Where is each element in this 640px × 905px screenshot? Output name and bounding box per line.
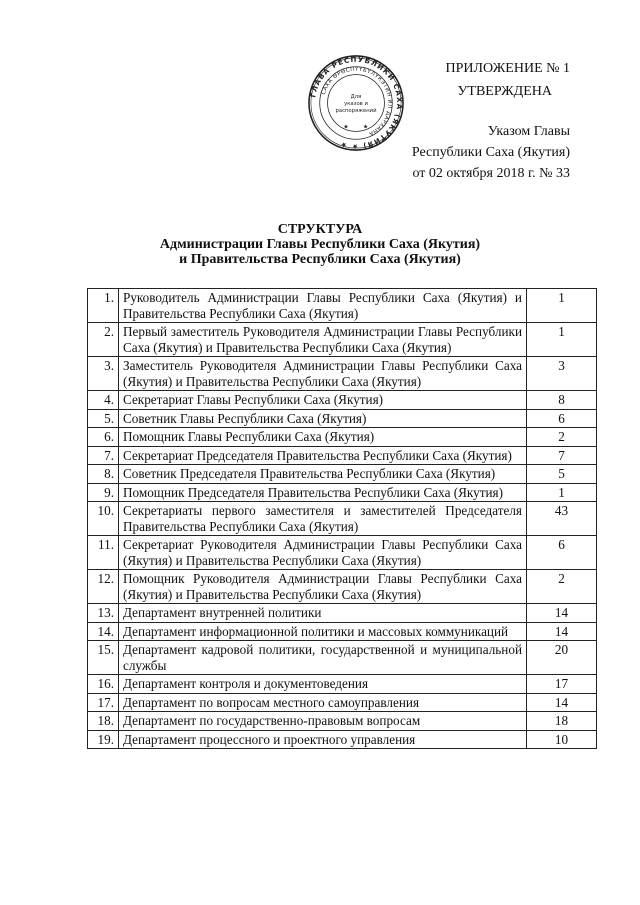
svg-text:указов и: указов и: [344, 100, 368, 107]
row-number: 1.: [88, 289, 119, 323]
row-unit-name: Помощник Председателя Правительства Республики Саха (Якутия): [119, 483, 527, 502]
row-unit-name: Секретариат Руководителя Администрации Главы Республики Саха (Якутия) и Правительства Республики Саха (Якутия): [119, 536, 527, 570]
row-number: 19.: [88, 730, 119, 749]
table-row: [88, 622, 597, 641]
table-row: [88, 391, 597, 410]
row-unit-name: Департамент по государственно-правовым вопросам: [119, 712, 527, 731]
table-row: [88, 289, 597, 323]
row-unit-name: Департамент информационной политики и массовых коммуникаций: [119, 622, 527, 641]
row-unit-name: Секретариат Главы Республики Саха (Якутия): [119, 391, 527, 410]
table-row: [88, 502, 597, 536]
row-staff-count: 14: [527, 693, 597, 712]
row-number: 7.: [88, 446, 119, 465]
row-number: 3.: [88, 357, 119, 391]
row-staff-count: 17: [527, 675, 597, 694]
title-heading: СТРУКТУРА: [277, 222, 363, 237]
annex-label: ПРИЛОЖЕНИЕ № 1: [445, 61, 570, 76]
row-number: 11.: [88, 536, 119, 570]
table-row: [88, 428, 597, 447]
document-title: [0, 222, 640, 267]
row-unit-name: Помощник Главы Республики Саха (Якутия): [119, 428, 527, 447]
row-number: 8.: [88, 465, 119, 484]
approval-date-line: от 02 октября 2018 г. № 33: [412, 166, 570, 181]
row-staff-count: 2: [527, 570, 597, 604]
row-unit-name: Первый заместитель Руководителя Администрации Главы Республики Саха (Якутия) и Правительства Республики Саха (Якутия): [119, 323, 527, 357]
row-staff-count: 6: [527, 409, 597, 428]
row-staff-count: 6: [527, 536, 597, 570]
approved-label: УТВЕРЖДЕНА: [457, 84, 552, 99]
row-number: 17.: [88, 693, 119, 712]
svg-text:★: ★: [362, 124, 369, 131]
row-staff-count: 43: [527, 502, 597, 536]
svg-text:Для: Для: [350, 94, 362, 101]
row-staff-count: 8: [527, 391, 597, 410]
table-row: [88, 712, 597, 731]
table-row: [88, 604, 597, 623]
row-staff-count: 14: [527, 604, 597, 623]
table-row: [88, 357, 597, 391]
row-unit-name: Руководитель Администрации Главы Республики Саха (Якутия) и Правительства Республики Саха (Якутия): [119, 289, 527, 323]
structure-table: [87, 288, 597, 749]
table-row: [88, 675, 597, 694]
svg-text:★: ★: [343, 124, 349, 131]
row-number: 18.: [88, 712, 119, 731]
row-unit-name: Департамент по вопросам местного самоуправления: [119, 693, 527, 712]
svg-text:распоряжений: распоряжений: [335, 107, 377, 114]
table-row: [88, 693, 597, 712]
row-unit-name: Департамент контроля и документоведения: [119, 675, 527, 694]
row-number: 5.: [88, 409, 119, 428]
row-staff-count: 1: [527, 323, 597, 357]
row-number: 6.: [88, 428, 119, 447]
row-number: 2.: [88, 323, 119, 357]
title-line-1: Администрации Главы Республики Саха (Якутия): [159, 237, 481, 252]
table-row: [88, 323, 597, 357]
row-number: 10.: [88, 502, 119, 536]
row-number: 16.: [88, 675, 119, 694]
row-staff-count: 7: [527, 446, 597, 465]
row-staff-count: 18: [527, 712, 597, 731]
row-unit-name: Секретариат Председателя Правительства Республики Саха (Якутия): [119, 446, 527, 465]
row-unit-name: Советник Главы Республики Саха (Якутия): [119, 409, 527, 428]
table-row: [88, 730, 597, 749]
approval-republic-line: Республики Саха (Якутия): [411, 145, 570, 160]
row-staff-count: 5: [527, 465, 597, 484]
table-row: [88, 409, 597, 428]
svg-text:ГЛАВА РЕСПУБЛИКИ САХА (ЯКУТИЯ): ГЛАВА РЕСПУБЛИКИ САХА (ЯКУТИЯ) ★ ★: [308, 54, 405, 152]
title-line-2: и Правительства Республики Саха (Якутия): [179, 252, 461, 267]
row-unit-name: Советник Председателя Правительства Республики Саха (Якутия): [119, 465, 527, 484]
row-staff-count: 3: [527, 357, 597, 391]
row-staff-count: 1: [527, 483, 597, 502]
row-staff-count: 14: [527, 622, 597, 641]
row-unit-name: Департамент внутренней политики: [119, 604, 527, 623]
row-staff-count: 10: [527, 730, 597, 749]
row-number: 4.: [88, 391, 119, 410]
table-row: [88, 483, 597, 502]
row-staff-count: 2: [527, 428, 597, 447]
table-row: [88, 570, 597, 604]
row-number: 12.: [88, 570, 119, 604]
row-unit-name: Заместитель Руководителя Администрации Главы Республики Саха (Якутия) и Правительства Республики Саха (Якутия): [119, 357, 527, 391]
row-unit-name: Департамент процессного и проектного управления: [119, 730, 527, 749]
approval-decree-line: Указом Главы: [487, 124, 570, 139]
row-staff-count: 1: [527, 289, 597, 323]
row-staff-count: 20: [527, 641, 597, 675]
row-number: 9.: [88, 483, 119, 502]
table-row: [88, 465, 597, 484]
table-row: [88, 641, 597, 675]
table-row: [88, 446, 597, 465]
row-number: 13.: [88, 604, 119, 623]
row-unit-name: Департамент кадровой политики, государственной и муниципальной службы: [119, 641, 527, 675]
approval-block: [380, 58, 570, 184]
row-number: 14.: [88, 622, 119, 641]
row-unit-name: Секретариаты первого заместителя и заместителей Председателя Правительства Республики Саха (Якутия): [119, 502, 527, 536]
table-row: [88, 536, 597, 570]
row-number: 15.: [88, 641, 119, 675]
row-unit-name: Помощник Руководителя Администрации Главы Республики Саха (Якутия) и Правительства Республики Саха (Якутия): [119, 570, 527, 604]
svg-text:САХА ӨРӨСПҮҮБҮЛҮКЭТИН ИЛ ДАРХА: САХА ӨРӨСПҮҮБҮЛҮКЭТИН ИЛ ДАРХАНА: [320, 66, 393, 137]
